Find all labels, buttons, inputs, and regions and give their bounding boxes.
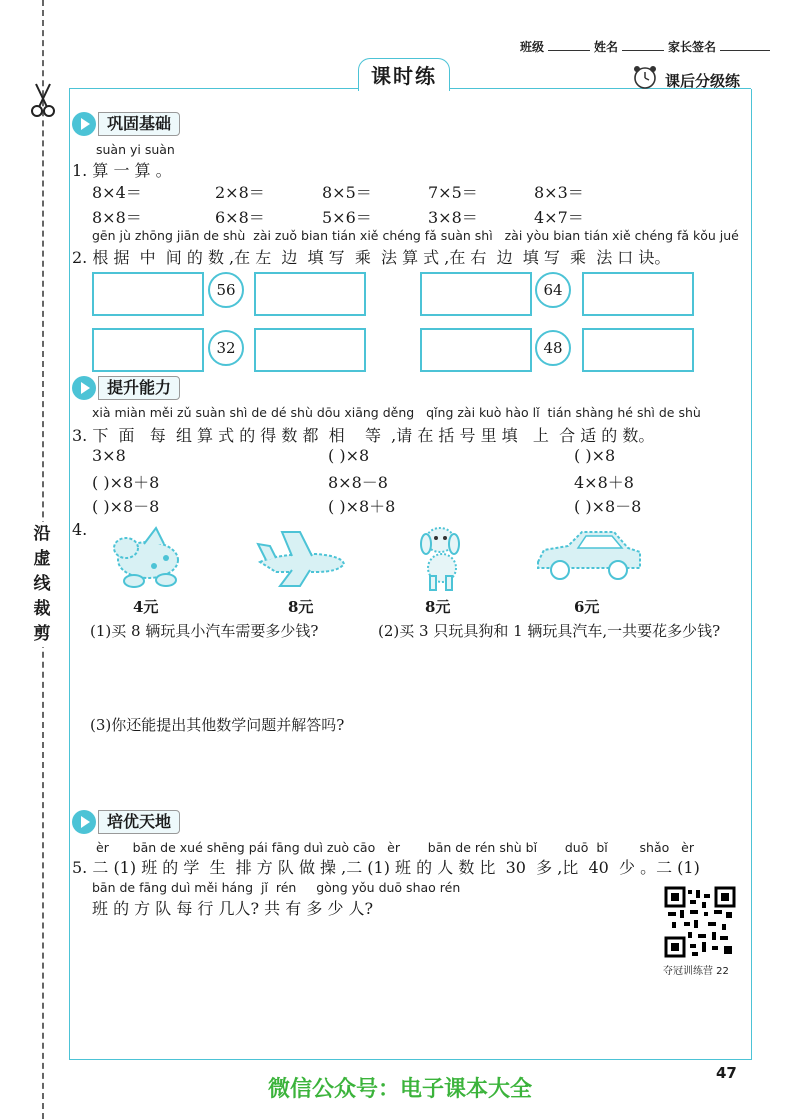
toy-dog-icon bbox=[412, 522, 472, 592]
number-circle: 32 bbox=[208, 330, 244, 366]
calc-item: 8×3＝ bbox=[534, 183, 584, 202]
q1-text: 1. 算 一 算 。 bbox=[72, 161, 172, 180]
q5-pinyin-1: èr bān de xué shēng pái fāng duì zuò cāo èr bān de rén shù bǐ duō bǐ shǎo èr bbox=[96, 840, 695, 855]
q3-text: 3. 下 面 每 组 算 式 的 得 数 都 相 等 ,请 在 括 号 里 填 上 合 适 的 数。 bbox=[72, 426, 655, 445]
calc-item: 6×8＝ bbox=[215, 208, 265, 227]
toy-airplane-icon bbox=[256, 528, 348, 588]
toy-plane-icon bbox=[104, 526, 190, 590]
alarm-clock-icon bbox=[632, 64, 658, 90]
page-title: 课时练 bbox=[358, 58, 450, 91]
price-label: 8元 bbox=[425, 598, 451, 616]
calc-item: 3×8 bbox=[92, 446, 126, 465]
q4-sub2: (2)买 3 只玩具狗和 1 辆玩具汽车,一共要花多少钱? bbox=[378, 622, 721, 640]
answer-box-left[interactable] bbox=[420, 328, 532, 372]
play-icon bbox=[72, 376, 96, 400]
cut-instruction: 沿 虚 线 裁 剪 bbox=[30, 522, 54, 647]
q4-sub1: (1)买 8 辆玩具小汽车需要多少钱? bbox=[90, 622, 319, 640]
section-basic-label: 巩固基础 bbox=[98, 112, 180, 136]
calc-item: 3×8＝ bbox=[428, 208, 478, 227]
calc-item: 7×5＝ bbox=[428, 183, 478, 202]
answer-box-right[interactable] bbox=[254, 272, 366, 316]
frame-top-left bbox=[69, 88, 358, 89]
price-label: 4元 bbox=[133, 598, 159, 616]
q2-text: 2. 根 据 中 间 的 数 ,在 左 边 填 写 乘 法 算 式 ,在 右 边 填 写 乘 法 口 诀。 bbox=[72, 248, 671, 267]
qr-caption: 夺冠训练营 22 bbox=[663, 966, 729, 977]
q4-number: 4. bbox=[72, 520, 88, 539]
q3-pinyin: xià miàn měi zǔ suàn shì de dé shù dōu xiāng děng qǐng zài kuò hào lǐ tián shàng hé shì de shù bbox=[92, 405, 701, 420]
answer-box-left[interactable] bbox=[92, 272, 204, 316]
calc-item: 5×6＝ bbox=[322, 208, 372, 227]
calc-item: ( )×8－8 bbox=[92, 497, 160, 516]
answer-box-left[interactable] bbox=[420, 272, 532, 316]
price-label: 6元 bbox=[574, 598, 600, 616]
number-circle: 56 bbox=[208, 272, 244, 308]
price-label: 8元 bbox=[288, 598, 314, 616]
section-advanced-label: 培优天地 bbox=[98, 810, 180, 834]
calc-item: 2×8＝ bbox=[215, 183, 265, 202]
answer-box-left[interactable] bbox=[92, 328, 204, 372]
section-improve-label: 提升能力 bbox=[98, 376, 180, 400]
student-info-line: 班级 姓名 家长签名 bbox=[520, 38, 774, 55]
calc-item: 8×8＝ bbox=[92, 208, 142, 227]
answer-box-right[interactable] bbox=[582, 272, 694, 316]
calc-item: ( )×8＋8 bbox=[328, 497, 396, 516]
q5-pinyin-2: bān de fāng duì měi háng jǐ rén gòng yǒu duō shao rén bbox=[92, 880, 461, 895]
calc-item: ( )×8 bbox=[574, 446, 616, 465]
calc-item: ( )×8＋8 bbox=[92, 473, 160, 492]
calc-item: ( )×8－8 bbox=[574, 497, 642, 516]
q4-sub3: (3)你还能提出其他数学问题并解答吗? bbox=[90, 716, 345, 734]
footer-watermark: 微信公众号：电子课本大全 bbox=[267, 1077, 532, 1102]
calc-item: 8×8－8 bbox=[328, 473, 388, 492]
level-label: 课后分级练 bbox=[665, 72, 741, 90]
number-circle: 48 bbox=[535, 330, 571, 366]
calc-item: 8×4＝ bbox=[92, 183, 142, 202]
q5-text-1: 5. 二 (1) 班 的 学 生 排 方 队 做 操 ,二 (1) 班 的 人 数 比 30 多 ,比 40 少 。二 (1) bbox=[72, 858, 700, 877]
play-icon bbox=[72, 810, 96, 834]
calc-item: 4×8＋8 bbox=[574, 473, 634, 492]
calc-item: ( )×8 bbox=[328, 446, 370, 465]
q5-text-2: 班 的 方 队 每 行 几人? 共 有 多 少 人? bbox=[92, 899, 374, 918]
calc-item: 8×5＝ bbox=[322, 183, 372, 202]
calc-item: 4×7＝ bbox=[534, 208, 584, 227]
qr-code-icon bbox=[664, 886, 736, 958]
play-icon bbox=[72, 112, 96, 136]
answer-box-right[interactable] bbox=[582, 328, 694, 372]
scissors-icon bbox=[30, 82, 56, 118]
q2-pinyin: gēn jù zhōng jiān de shù zài zuǒ bian tián xiě chéng fǎ suàn shì zài yòu bian tián xiě chéng fǎ kǒu jué bbox=[92, 228, 739, 243]
toy-car-icon bbox=[534, 526, 644, 586]
q1-pinyin: suàn yi suàn bbox=[96, 142, 175, 157]
page-number: 47 bbox=[716, 1064, 737, 1082]
answer-box-right[interactable] bbox=[254, 328, 366, 372]
number-circle: 64 bbox=[535, 272, 571, 308]
